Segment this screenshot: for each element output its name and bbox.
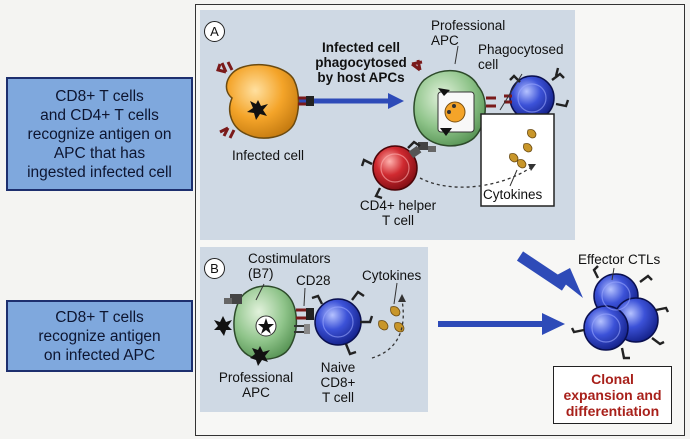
clonal-line2: expansion and <box>563 387 662 403</box>
naive-cd8-line1: Naive <box>320 360 356 375</box>
infected-cell-label: Infected cell <box>232 148 305 163</box>
cytokines-b-label: Cytokines <box>362 268 422 283</box>
naive-cd8-label <box>310 360 366 405</box>
professional-apc-b <box>214 286 314 366</box>
cd4-helper-line1: CD4+ helper <box>359 198 437 213</box>
clonal-expansion-box <box>553 366 672 424</box>
costimulators-line1: Costimulators <box>248 251 331 266</box>
phagocytosis-label-line1: Infected cell <box>321 40 401 55</box>
professional-apc-b-line2: APC <box>242 385 270 400</box>
cytokines-a-label: Cytokines <box>483 187 543 202</box>
phagocytosed-cell-label <box>478 42 564 72</box>
naive-cd8-t-cell <box>312 292 372 354</box>
cytokine-droplets-b <box>379 307 404 332</box>
phagocytosed-cell-line2: cell <box>478 57 499 72</box>
cd28-label: CD28 <box>296 273 331 288</box>
professional-apc-a-line2: APC <box>431 33 459 48</box>
panel-b-letter: B <box>204 258 225 279</box>
panel-a-letter: A <box>204 21 225 42</box>
phagocytosis-label-line3: by host APCs <box>317 70 405 85</box>
professional-apc-b-label <box>215 370 297 400</box>
cd4-helper-line2: T cell <box>381 213 414 228</box>
left-box-a-line2: and CD4+ T cells <box>40 106 159 124</box>
professional-apc-a-line1: Professional <box>431 18 506 33</box>
phagocytosed-cell-line1: Phagocytosed <box>478 42 564 57</box>
effector-ctls-label: Effector CTLs <box>578 252 661 267</box>
costimulators-line2: (B7) <box>248 266 274 281</box>
cd4-helper-label <box>355 198 441 228</box>
left-box-b-line1: CD8+ T cells <box>55 308 144 326</box>
arrow-b-to-ctls <box>438 313 565 335</box>
naive-cd8-line2: CD8+ <box>320 375 356 390</box>
naive-cd8-line3: T cell <box>321 390 354 405</box>
clonal-line1: Clonal <box>591 371 634 387</box>
effector-ctl-cluster <box>572 266 668 358</box>
left-box-b-line3: on infected APC <box>43 346 156 364</box>
phagocytosis-label-line2: phagocytosed <box>315 55 407 70</box>
left-box-a-line3: recognize antigen on <box>27 125 172 143</box>
phagocytosis-label <box>300 40 422 85</box>
left-box-b-line2: recognize antigen <box>38 327 161 345</box>
professional-apc-b-line1: Professional <box>218 370 294 385</box>
arrow-a-to-ctls <box>520 256 583 298</box>
left-box-a-line5: ingested infected cell <box>27 163 172 181</box>
left-box-a-line4: APC that has <box>53 144 146 162</box>
clonal-line3: differentiation <box>565 403 660 419</box>
cd4-helper-t-cell <box>362 142 421 198</box>
left-box-a-line1: CD8+ T cells <box>55 87 144 105</box>
